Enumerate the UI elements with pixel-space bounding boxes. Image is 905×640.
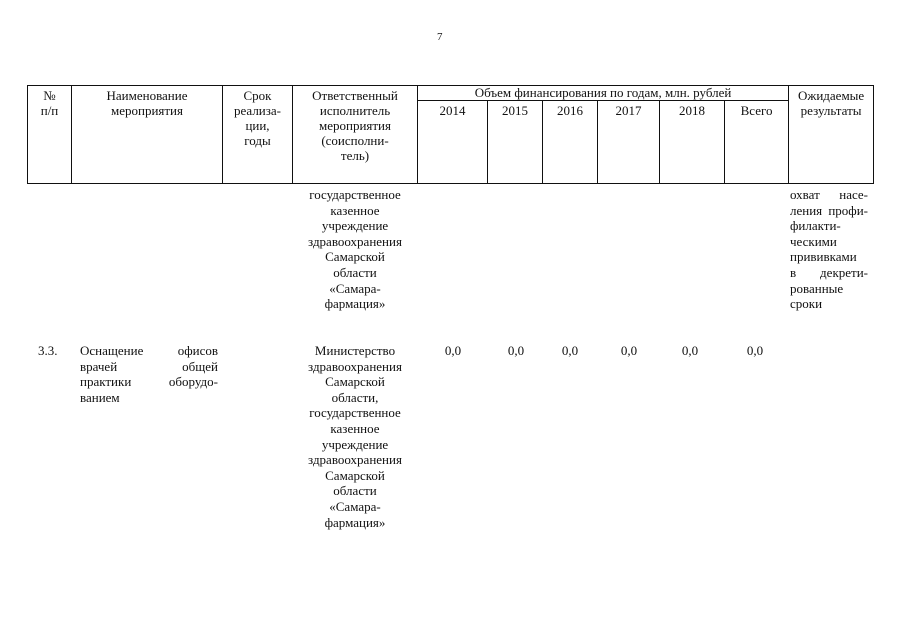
header-name: Наименование мероприятия — [72, 86, 223, 184]
row-name: Оснащение офисов врачей общей практики оборудо- ванием — [80, 343, 218, 405]
value-2018: 0,0 — [681, 343, 699, 358]
header-year-total: Всего — [725, 101, 789, 184]
value-2016: 0,0 — [561, 343, 579, 358]
value-2017: 0,0 — [620, 343, 638, 358]
header-financing: Объем финансирования по годам, млн. рублей — [418, 86, 789, 101]
continuation-result: охват насе- ления профи- филакти- ческими прививками в декрети- рованные сроки — [790, 187, 868, 312]
header-responsible: Ответственный исполнитель мероприятия (соисполни- тель) — [293, 86, 418, 184]
value-total: 0,0 — [746, 343, 764, 358]
header-term: Срок реализа- ции, годы — [223, 86, 293, 184]
row-responsible: Министерство здравоохранения Самарской области, государственное казенное учреждение здравоохранения Самарской области «Самара- фармация» — [308, 343, 402, 530]
row-number: 3.3. — [38, 343, 58, 358]
value-2015: 0,0 — [507, 343, 525, 358]
header-result: Ожидаемые результаты — [789, 86, 874, 184]
table-header — [27, 85, 874, 184]
header-number: № п/п — [28, 86, 72, 184]
page-number: 7 — [437, 31, 443, 43]
header-year-2018: 2018 — [660, 101, 725, 184]
header-year-2016: 2016 — [543, 101, 598, 184]
header-year-2014: 2014 — [418, 101, 488, 184]
value-2014: 0,0 — [444, 343, 462, 358]
continuation-responsible: государственное казенное учреждение здравоохранения Самарской области «Самара- фармация» — [308, 187, 402, 312]
header-year-2017: 2017 — [598, 101, 660, 184]
header-year-2015: 2015 — [488, 101, 543, 184]
